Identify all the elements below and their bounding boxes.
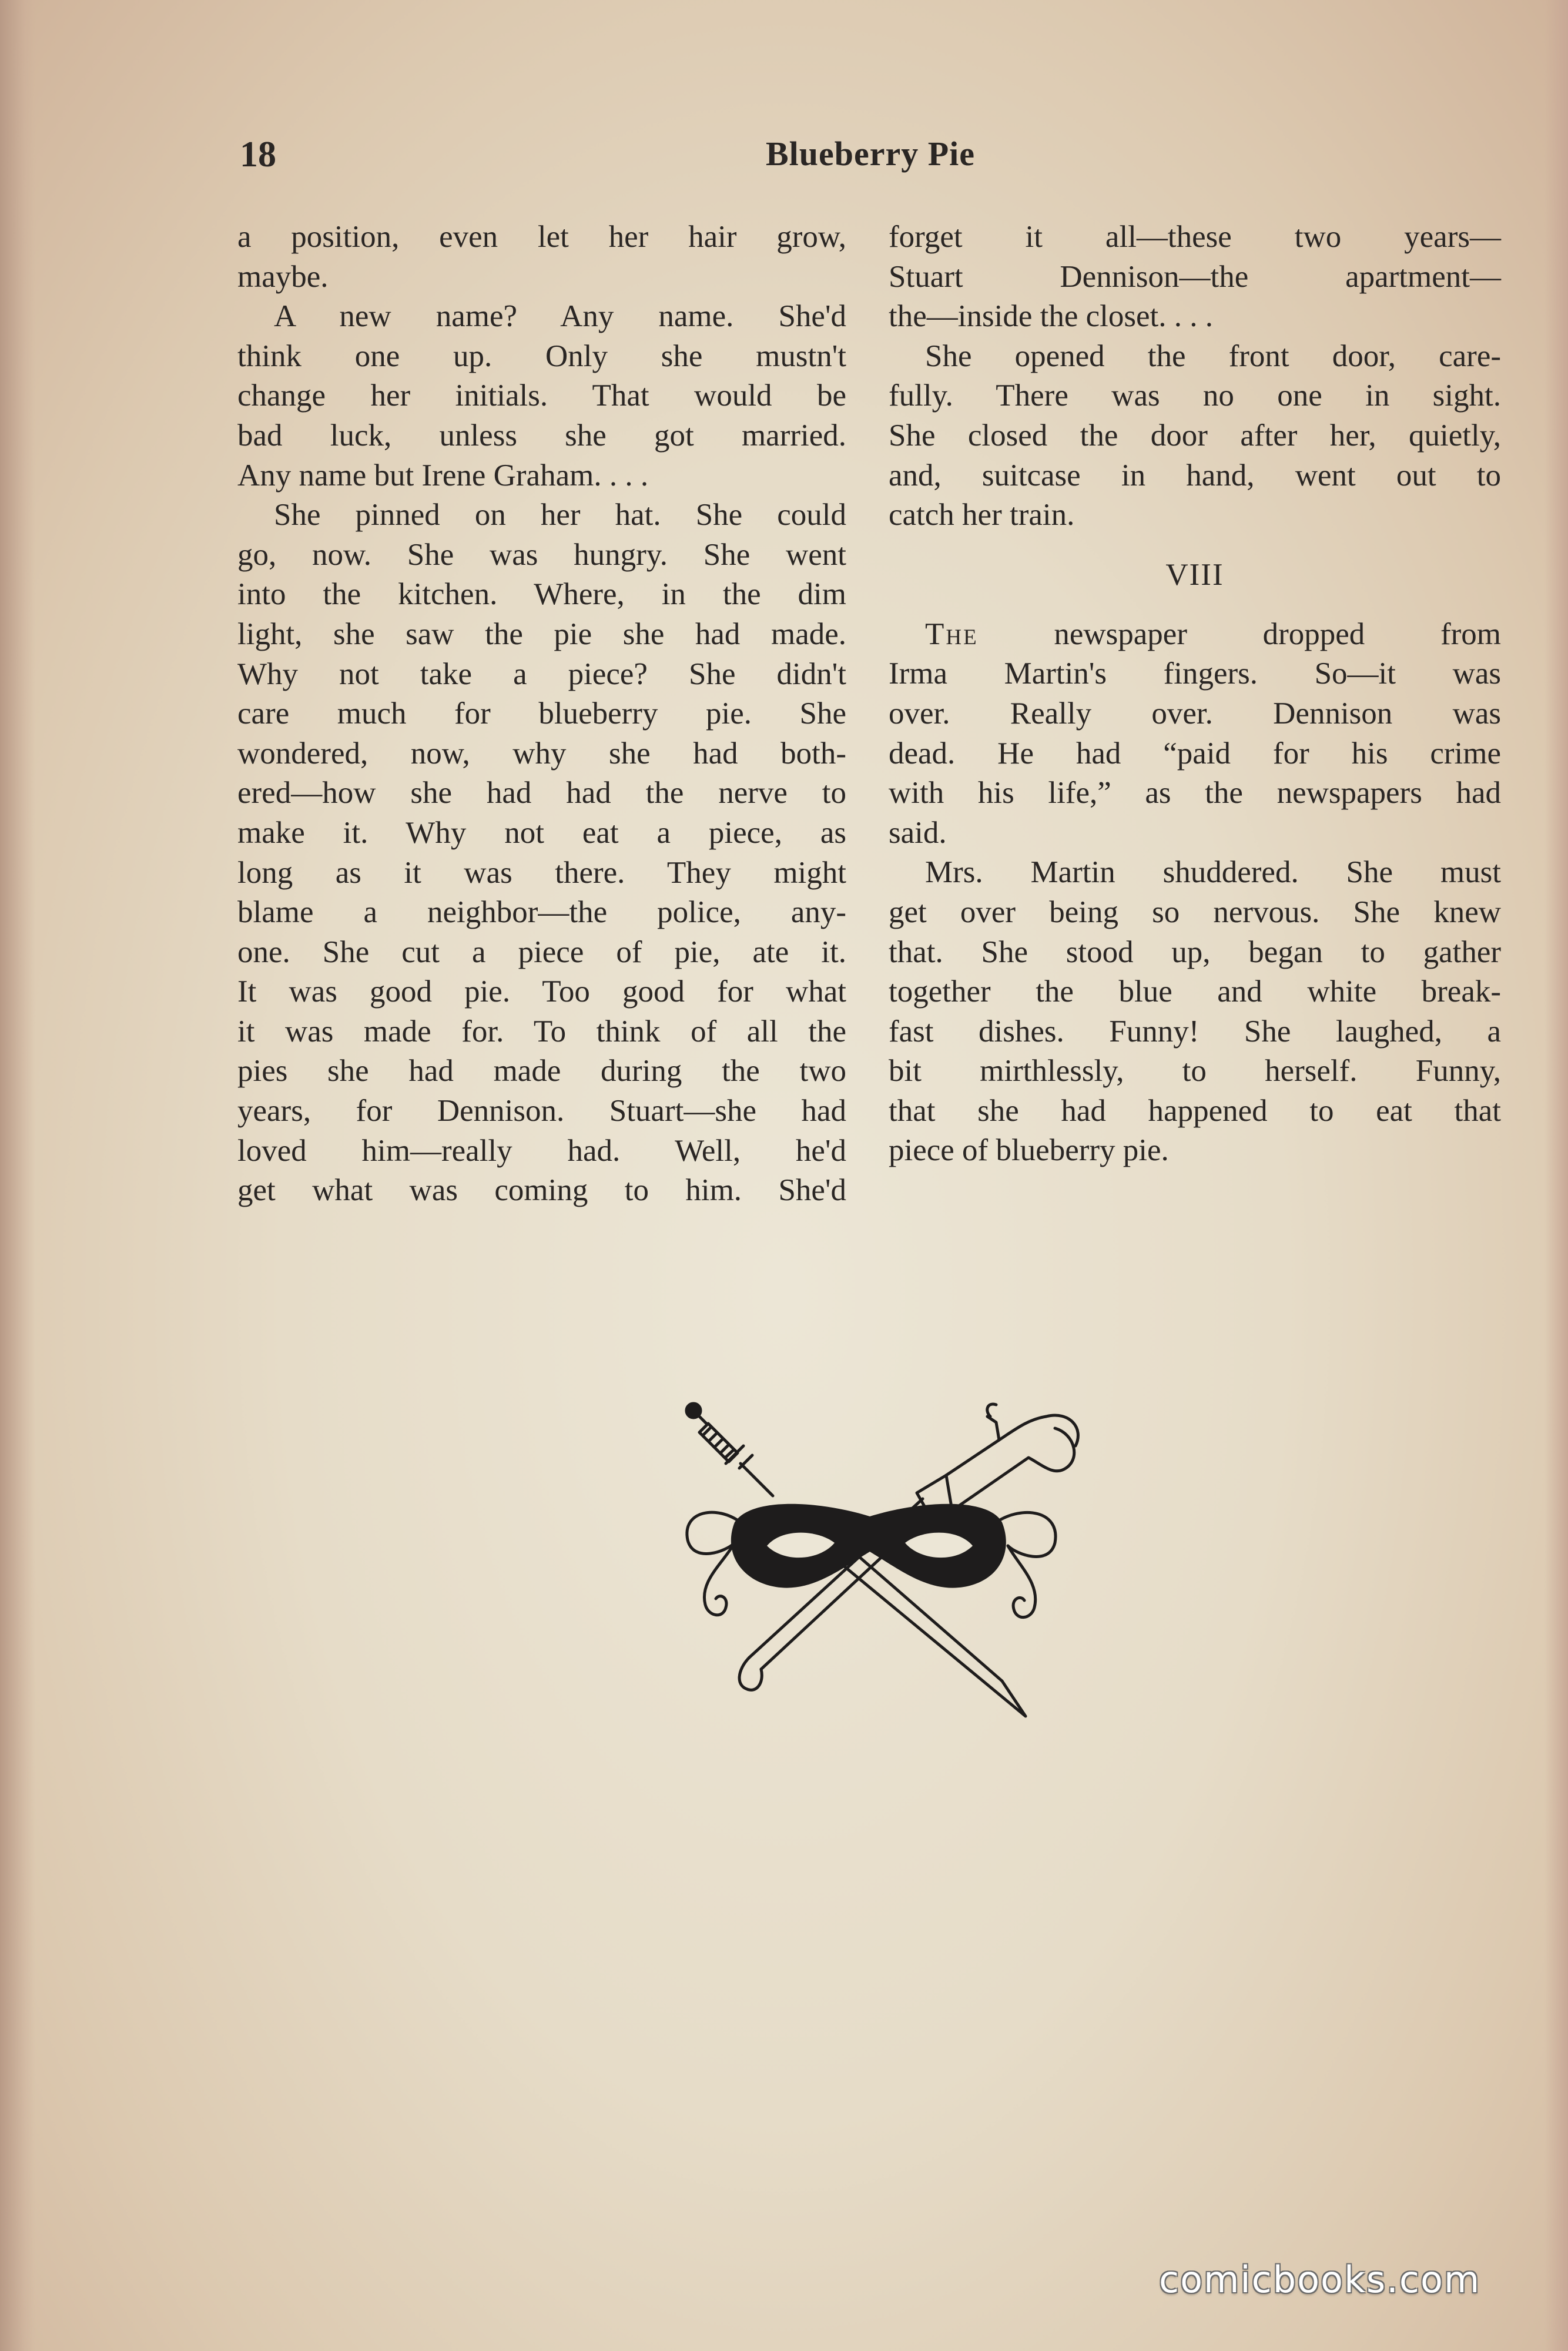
- text-line: Irma Martin's fingers. So—it was: [889, 657, 1501, 691]
- text-line: one. She cut a piece of pie, ate it.: [237, 935, 846, 969]
- text-line: over. Really over. Dennison was: [889, 696, 1501, 731]
- text-line: think one up. Only she mustn't: [237, 339, 846, 373]
- text-line: fully. There was no one in sight.: [889, 379, 1501, 413]
- text-line: it was made for. To think of all the: [237, 1014, 846, 1049]
- text-line: piece of blueberry pie.: [889, 1133, 1169, 1168]
- text-line: together the blue and white break-: [889, 974, 1501, 1009]
- text-line: She pinned on her hat. She could: [274, 498, 846, 533]
- text-line: [889, 615, 1501, 655]
- text-line: Mrs. Martin shuddered. She must: [925, 855, 1501, 890]
- running-title: Blueberry Pie: [765, 135, 976, 173]
- text-line: the—inside the closet. . . .: [889, 299, 1213, 334]
- text-line: long as it was there. They might: [237, 855, 846, 890]
- text-line: care much for blueberry pie. She: [237, 696, 846, 731]
- mask-dagger-pistol-emblem-icon: [670, 1393, 1081, 1722]
- text-line: change her initials. That would be: [237, 379, 846, 413]
- text-column-right: [889, 217, 1501, 1171]
- text-line: make it. Why not eat a piece, as: [237, 815, 846, 850]
- text-line: maybe.: [237, 259, 329, 294]
- text-line: Stuart Dennison—the apartment—: [889, 259, 1501, 294]
- watermark: comicbooks.com: [1159, 2258, 1481, 2301]
- page-header: [240, 134, 1501, 187]
- text-line: She closed the door after her, quietly,: [889, 418, 1501, 453]
- text-line: Why not take a piece? She didn't: [237, 657, 846, 691]
- text-fragment: newspaper dropped from: [1054, 617, 1501, 651]
- text-line: forget it all—these two years—: [889, 220, 1501, 254]
- text-line: that she had happened to eat that: [889, 1093, 1501, 1128]
- text-line: blame a neighbor—the police, any-: [237, 895, 846, 930]
- text-line: pies she had made during the two: [237, 1054, 846, 1089]
- page-edge-shadow: [0, 0, 35, 2351]
- text-line: fast dishes. Funny! She laughed, a: [889, 1014, 1501, 1049]
- text-line: with his life,” as the newspapers had: [889, 776, 1501, 811]
- text-line: go, now. She was hungry. She went: [237, 537, 846, 572]
- text-line: said.: [889, 815, 947, 850]
- text-line: bit mirthlessly, to herself. Funny,: [889, 1054, 1501, 1089]
- text-line: that. She stood up, began to gather: [889, 935, 1501, 969]
- text-line: wondered, now, why she had both-: [237, 736, 846, 771]
- text-column-left: [237, 217, 846, 1211]
- text-line: It was good pie. Too good for what: [237, 974, 846, 1009]
- section-heading: VIII: [1165, 557, 1224, 592]
- page-edge-shadow: [1544, 0, 1568, 2351]
- text-line: years, for Dennison. Stuart—she had: [237, 1094, 846, 1128]
- drop-word: The: [925, 617, 979, 651]
- text-line: She opened the front door, care-: [925, 339, 1501, 373]
- text-line: catch her train.: [889, 498, 1075, 533]
- text-line: dead. He had “paid for his crime: [889, 736, 1501, 771]
- text-line: a position, even let her hair grow,: [237, 220, 846, 254]
- text-line: Any name but Irene Graham. . . .: [237, 458, 649, 493]
- text-line: bad luck, unless she got married.: [237, 418, 846, 453]
- text-line: and, suitcase in hand, went out to: [889, 458, 1501, 493]
- text-line: light, she saw the pie she had made.: [237, 617, 846, 651]
- page-number: 18: [240, 135, 276, 175]
- text-line: get what was coming to him. She'd: [237, 1173, 846, 1208]
- text-line: ered—how she had had the nerve to: [237, 776, 846, 811]
- text-line: get over being so nervous. She knew: [889, 895, 1501, 929]
- text-line: into the kitchen. Where, in the dim: [237, 577, 846, 612]
- text-line: A new name? Any name. She'd: [274, 299, 846, 334]
- text-line: loved him—really had. Well, he'd: [237, 1133, 846, 1168]
